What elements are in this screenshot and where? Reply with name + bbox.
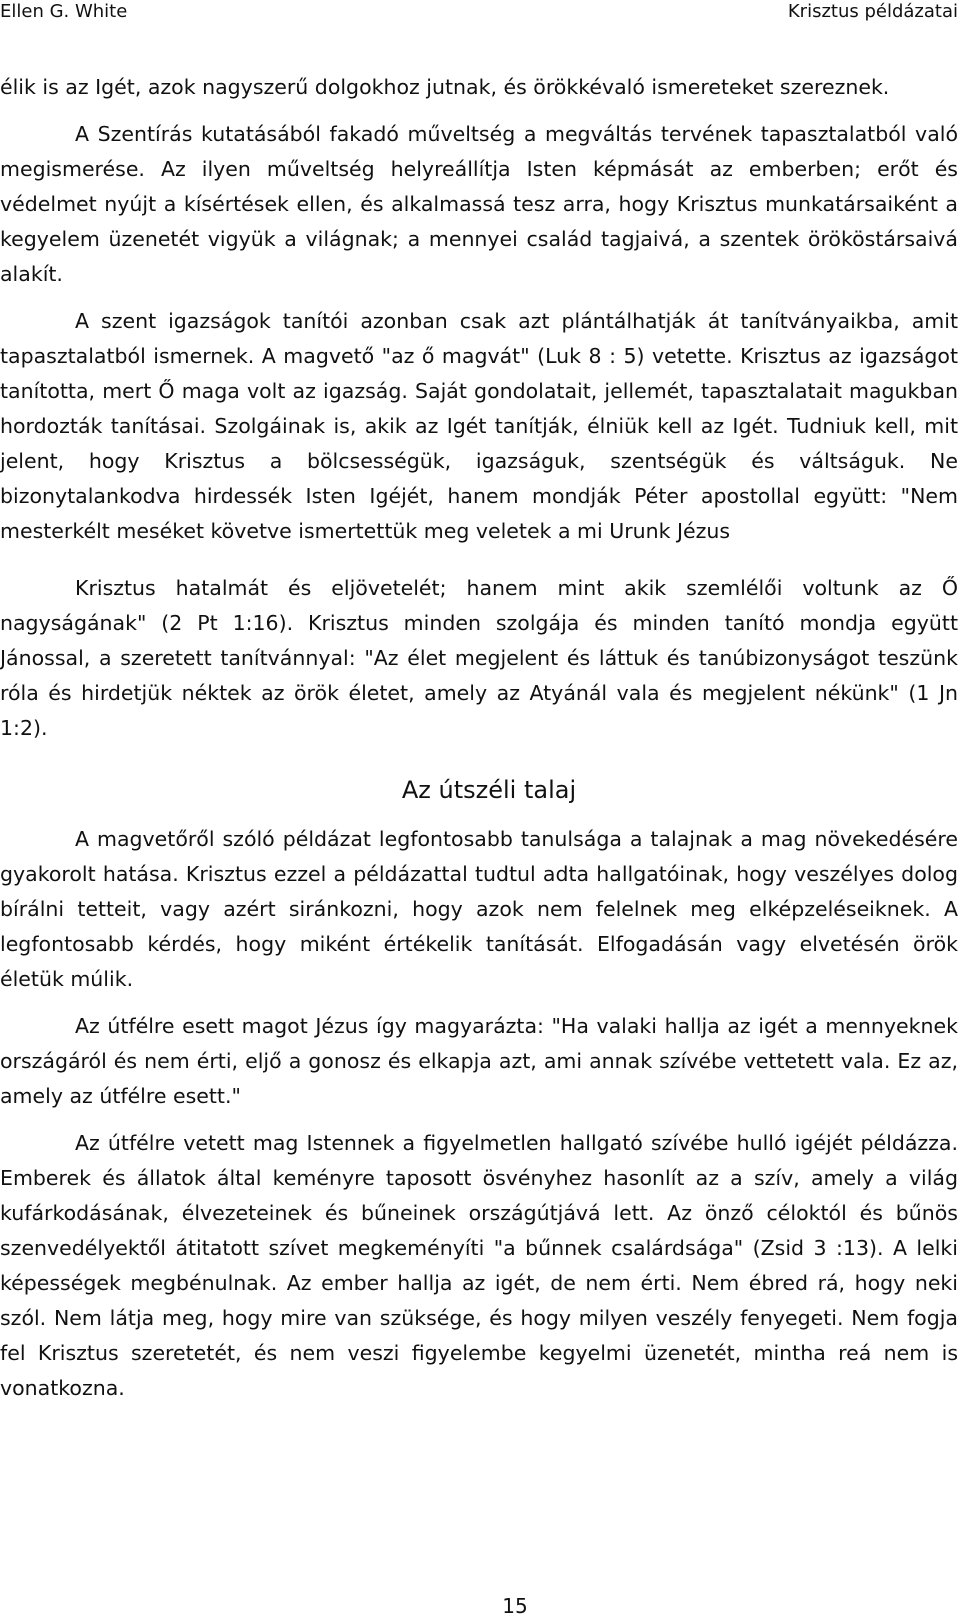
page-number: 15 <box>502 1594 528 1618</box>
paragraph: A magvetőről szóló példázat legfontosabb tanulsága a talajnak a mag növekedésére gyakorolt hatása. Krisztus ezzel a példázattal tudtul adta hallgatóinak, hogy veszélyes dolog bírálni tetteit, vagy azért siránkozni, hogy azok nem felelnek meg elképzeléseiknek. A legfontosabb kérdés, hogy miként értékelik tanítását. Elfogadásán vagy elvetésén örök életük múlik. <box>0 827 958 991</box>
page-footer <box>0 1592 960 1620</box>
section-heading: Az útszéli talaj <box>401 776 577 804</box>
paragraph: Az útfélre esett magot Jézus így magyarázta: "Ha valaki hallja az igét a mennyeknek országáról és nem érti, eljő a gonosz és elkapja azt, ami annak szívébe vettetett vala. Ez az, amely az útfélre esett." <box>0 1014 958 1108</box>
header-author: Ellen G. White <box>0 1 128 22</box>
paragraph: A szent igazságok tanítói azonban csak azt plántálhatják át tanítványaikba, amit tapasztalatból ismernek. A magvető "az ő magvát" (Luk 8 : 5) vetette. Krisztus az igazságot tanította, mert Ő maga volt az igazság. Saját gondolatait, jellemét, tapasztalatait magukban hordozták tanításai. Szolgáinak is, akik az Igét tanítják, élniük kell az Igét. Tudniuk kell, mit jelent, hogy Krisztus a bölcsességük, igazságuk, szentségük és váltságuk. Ne bizonytalankodva hirdessék Isten Igéjét, hanem mondják Péter apostollal együtt: "Nem mesterkélt meséket követve ismertettük meg veletek a mi Urunk Jézus <box>0 309 958 543</box>
paragraph: A Szentírás kutatásából fakadó műveltség a megváltás tervének tapasztalatból való megismerése. Az ilyen műveltség helyreállítja Isten képmását az emberben; erőt és védelmet nyújt a kísértések ellen, és alkalmassá tesz arra, hogy Krisztus munkatársaiként a kegyelem üzenetét vigyük a világnak; a mennyei család tagjaivá, a szentek örököstársaivá alakít. <box>0 122 958 286</box>
paragraph-continuation: élik is az Igét, azok nagyszerű dolgokhoz jutnak, és örökkévaló ismereteket szereznek. <box>0 75 890 99</box>
paragraph: Az útfélre vetett mag Istennek a figyelmetlen hallgató szívébe hulló igéjét példázza. Emberek és állatok által keményre taposott ösvényhez hasonlít az a szív, amely a világ kufárkodásának, élvezeteinek és bűneinek országútjává lett. Az önző céloktól és bűnös szenvedélyektől átitatott szívet megkeményíti "a bűnnek csalárdsága" (Zsid 3 :13). A lelki képességek megbénulnak. Az ember hallja az igét, de nem érti. Nem ébred rá, hogy neki szól. Nem látja meg, hogy mire van szüksége, és hogy milyen veszély fenyegeti. Nem fogja fel Krisztus szeretetét, és nem veszi figyelembe kegyelmi üzenetét, mintha reá nem is vonatkozna. <box>0 1131 958 1400</box>
page-content <box>0 70 958 1406</box>
paragraph: Krisztus hatalmát és eljövetelét; hanem mint akik szemlélői voltunk az Ő nagyságának" (2 Pt 1:16). Krisztus minden szolgája és minden tanító mondja együtt Jánossal, a szeretett tanítvánnyal: "Az élet megjelent és láttuk és tanúbizonyságot teszünk róla és hirdetjük néktek az örök életet, amely az Atyánál vala és megjelent nékünk" (1 Jn 1:2). <box>0 576 958 740</box>
header-book-title: Krisztus példázatai <box>787 1 958 22</box>
page-header <box>0 0 960 26</box>
